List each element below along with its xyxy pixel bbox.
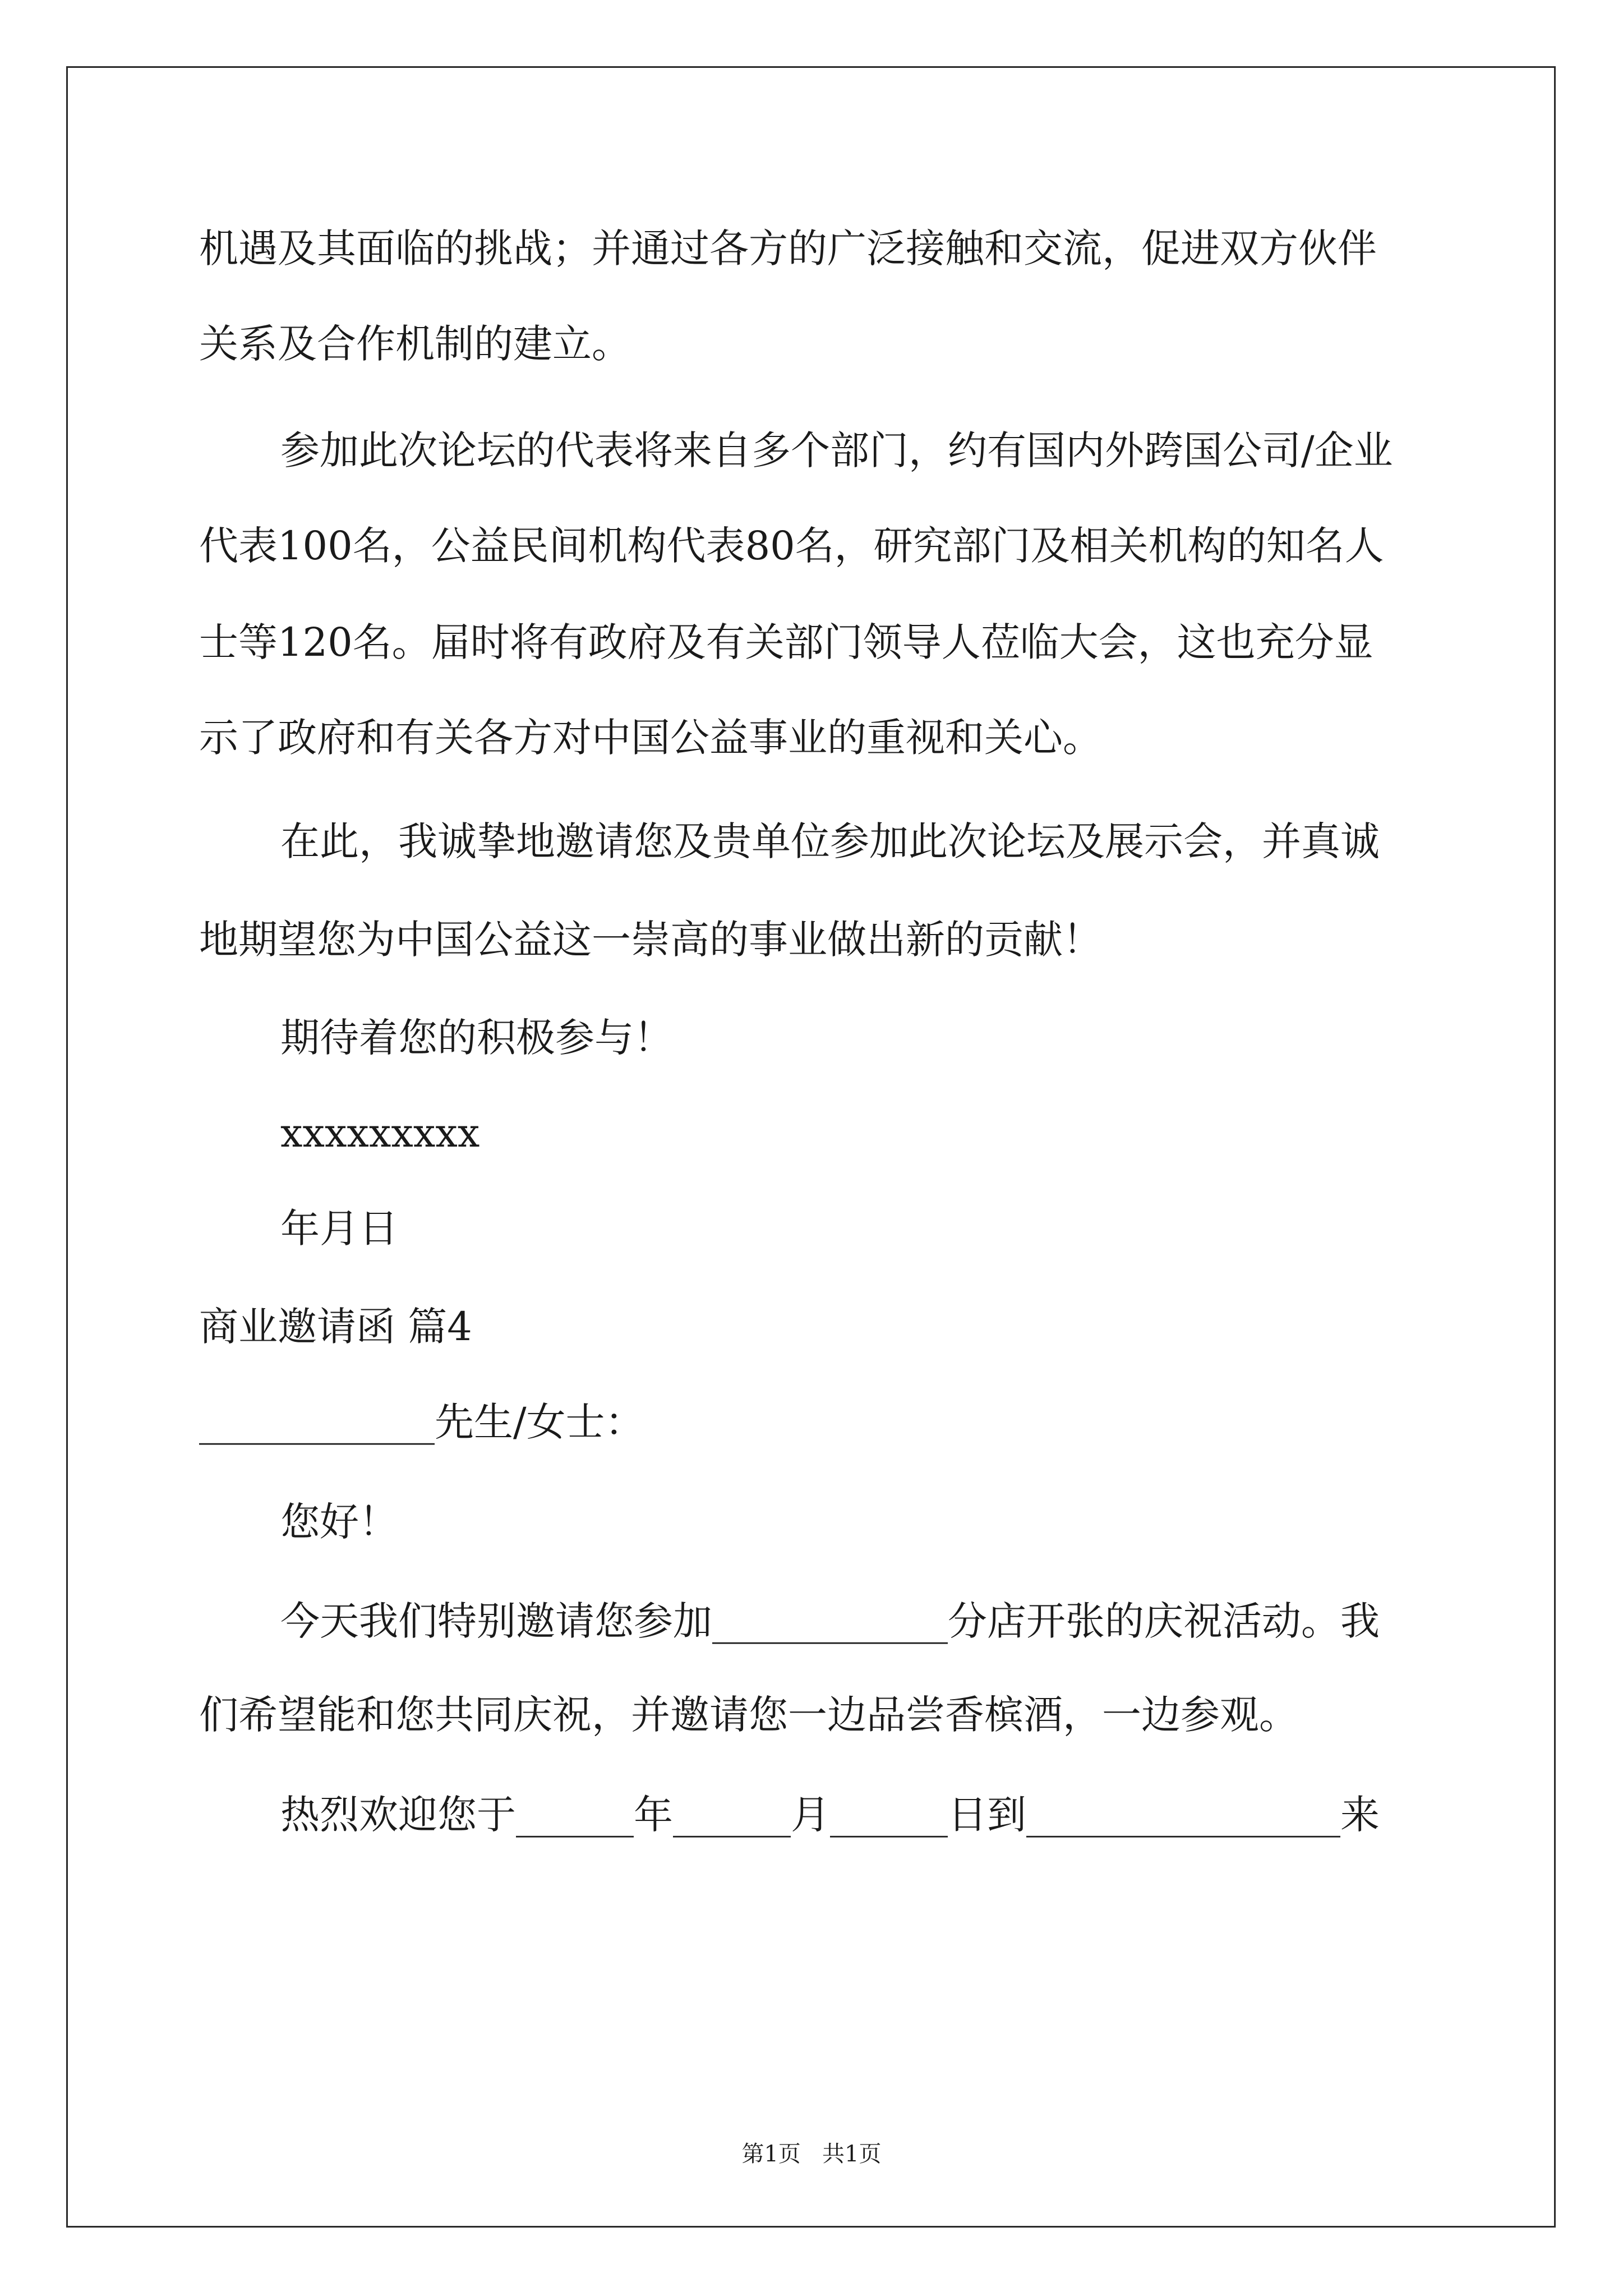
body-line-8: 地期望您为中国公益这一崇高的事业做出新的贡献！ bbox=[199, 917, 1102, 963]
body-line-4: 代表100名，公益民间机构代表80名，研究部门及相关机构的知名人 bbox=[199, 523, 1384, 569]
greeting-line: 您好！ bbox=[280, 1499, 398, 1545]
section-heading: 商业邀请函 篇4 bbox=[199, 1304, 472, 1350]
body-line-6: 示了政府和有关各方对中国公益事业的重视和关心。 bbox=[199, 715, 1102, 761]
body-line-7: 在此，我诚挚地邀请您及贵单位参加此次论坛及展示会，并真诚 bbox=[280, 818, 1380, 864]
body-line-3: 参加此次论坛的代表将来自多个部门，约有国内外跨国公司/企业 bbox=[280, 427, 1393, 473]
signature-placeholder: xxxxxxxxx bbox=[280, 1110, 480, 1156]
page-footer: 第1页 共1页 bbox=[741, 2141, 882, 2167]
body-line-17: 热烈欢迎您于______年______月______日到________________来 bbox=[280, 1792, 1380, 1838]
body-line-9: 期待着您的积极参与！ bbox=[280, 1015, 673, 1061]
salutation-line: ____________先生/女士： bbox=[199, 1399, 644, 1445]
body-line-1: 机遇及其面临的挑战；并通过各方的广泛接触和交流，促进双方伙伴 bbox=[199, 226, 1377, 272]
body-line-5: 士等120名。届时将有政府及有关部门领导人莅临大会，这也充分显 bbox=[199, 619, 1373, 665]
body-line-2: 关系及合作机制的建立。 bbox=[199, 321, 631, 367]
body-line-16: 们希望能和您共同庆祝，并邀请您一边品尝香槟酒，一边参观。 bbox=[199, 1692, 1298, 1738]
body-line-15: 今天我们特别邀请您参加____________分店开张的庆祝活动。我 bbox=[280, 1598, 1380, 1644]
date-placeholder: 年月日 bbox=[280, 1205, 398, 1251]
